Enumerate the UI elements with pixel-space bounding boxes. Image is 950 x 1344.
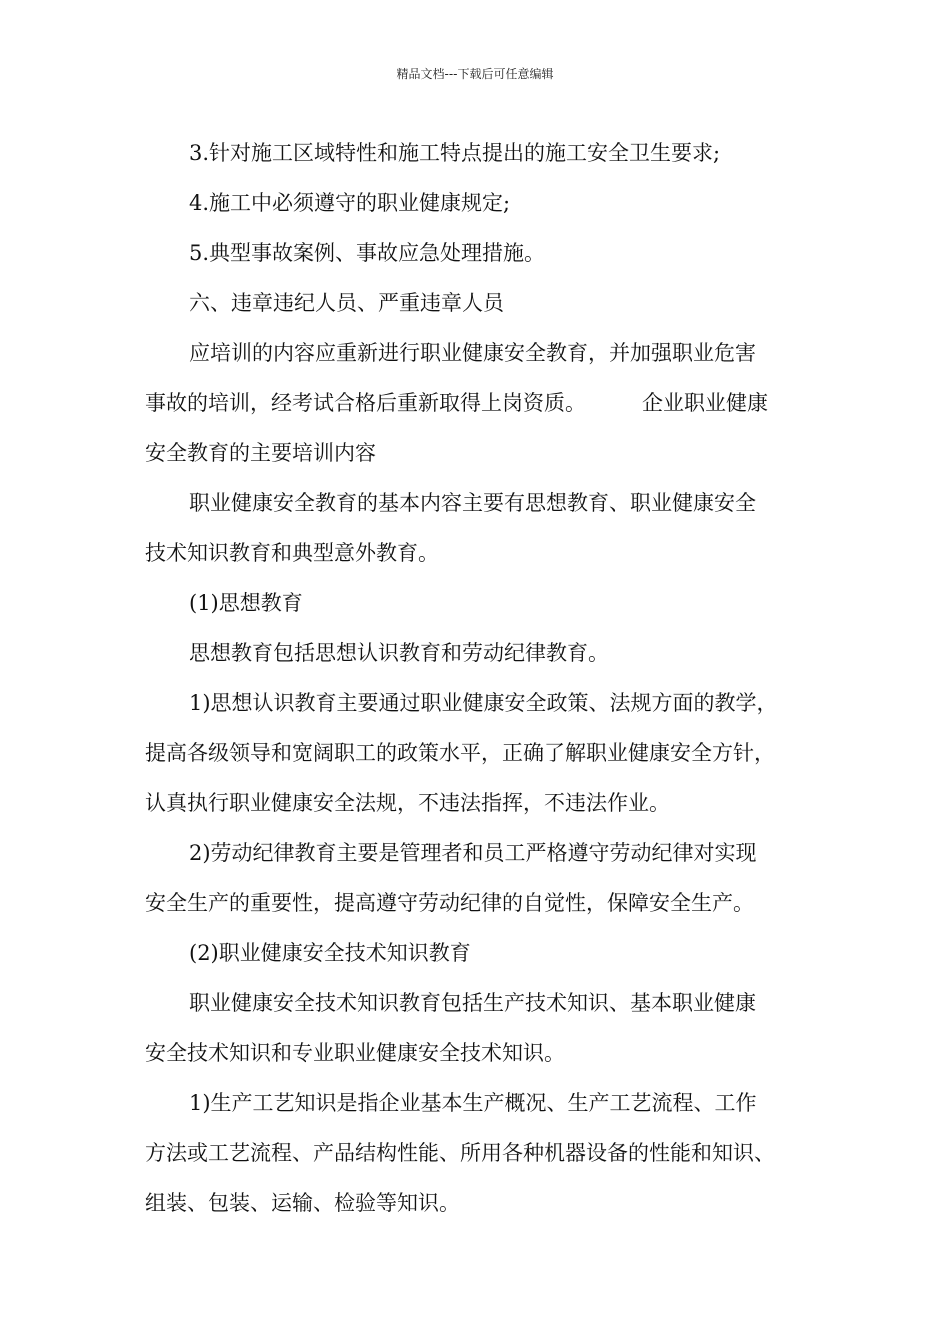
text-line: 思想教育包括思想认识教育和劳动纪律教育。: [189, 641, 609, 665]
text-line: 职业健康安全技术知识教育包括生产技术知识、基本职业健康: [189, 991, 756, 1015]
text-line: 安全教育的主要培训内容: [145, 441, 376, 465]
text-line: 提高各级领导和宽阔职工的政策水平，正确了解职业健康安全方针，: [145, 741, 775, 765]
text-line: 安全技术知识和专业职业健康安全技术知识。: [145, 1041, 565, 1065]
subsection-heading: (2)职业健康安全技术知识教育: [189, 941, 471, 965]
subsection-heading: (1)思想教育: [189, 591, 303, 615]
text-line: 1)思想认识教育主要通过职业健康安全政策、法规方面的教学，: [189, 691, 778, 715]
text-line: 应培训的内容应重新进行职业健康安全教育，并加强职业危害: [189, 341, 756, 365]
text-line: 2)劳动纪律教育主要是管理者和员工严格遵守劳动纪律对实现: [189, 841, 757, 865]
page-header: 精品文档---下载后可任意编辑: [396, 67, 554, 81]
subheading-segment: 企业职业健康: [642, 391, 768, 415]
text-line: 职业健康安全教育的基本内容主要有思想教育、职业健康安全: [189, 491, 756, 515]
text-line: 1)生产工艺知识是指企业基本生产概况、生产工艺流程、工作: [189, 1091, 757, 1115]
text-line: 技术知识教育和典型意外教育。: [145, 541, 439, 565]
text-line: 安全生产的重要性，提高遵守劳动纪律的自觉性，保障安全生产。: [145, 891, 754, 915]
text-line: 组装、包装、运输、检验等知识。: [145, 1191, 460, 1215]
text-line: 认真执行职业健康安全法规，不违法指挥，不违法作业。: [145, 791, 670, 815]
text-segment: 事故的培训，经考试合格后重新取得上岗资质。: [145, 391, 586, 415]
text-line: 5.典型事故案例、事故应急处理措施。: [189, 241, 546, 265]
document-body: [145, 128, 825, 1228]
text-line: 方法或工艺流程、产品结构性能、所用各种机器设备的性能和知识、: [145, 1141, 775, 1165]
text-line: [145, 378, 825, 428]
section-heading: 六、违章违纪人员、严重违章人员: [189, 291, 504, 315]
text-line: 4.施工中必须遵守的职业健康规定;: [189, 191, 511, 215]
text-line: 3.针对施工区域特性和施工特点提出的施工安全卫生要求;: [189, 141, 721, 165]
